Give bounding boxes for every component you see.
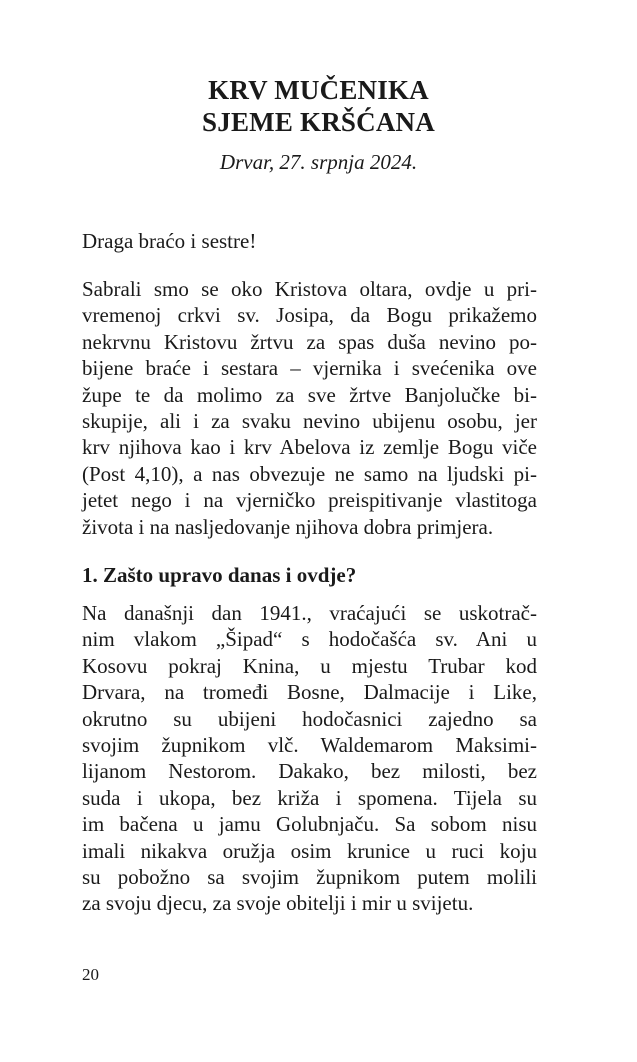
title-line-1: KRV MUČENIKA <box>208 75 429 105</box>
page-number: 20 <box>82 965 99 984</box>
text-line: Sabrali smo se oko Kristova oltara, ovdje u pri- <box>82 277 537 301</box>
text-line: (Post 4,10), a nas obvezuje ne samo na ljudski pi- <box>82 461 537 486</box>
page-title <box>0 74 637 138</box>
text-line: župe te da molimo za sve žrtve Banjolučke bi- <box>82 382 537 407</box>
text-line: okrutno su ubijeni hodočasnici zajedno sa <box>82 706 537 731</box>
section-heading: 1. Zašto upravo danas i ovdje? <box>82 563 357 587</box>
text-line: nekrvnu Kristovu žrtvu za spas duša nevino po- <box>82 329 537 354</box>
paragraph-intro <box>82 276 537 540</box>
text-line: bijene braće i sestara – vjernika i svećenika ove <box>82 356 537 381</box>
text-line: svojim župnikom vlč. Waldemarom Maksimi- <box>82 732 537 757</box>
text-line: za svoju djecu, za svoje obitelji i mir u svijetu. <box>82 891 474 916</box>
text-line: imali nikakva oružja osim krunice u ruci koju <box>82 838 537 863</box>
text-line: lijanom Nestorom. Dakako, bez milosti, bez <box>82 759 537 784</box>
text-line: Kosovu pokraj Knina, u mjestu Trubar kod <box>82 653 537 678</box>
text-line: jetet nego i na vjerničko preispitivanje vlastitoga <box>82 488 537 513</box>
text-line: krv njihova kao i krv Abelova iz zemlje Bogu viče <box>82 435 537 460</box>
text-line: vremenoj crkvi sv. Josipa, da Bogu prikažemo <box>82 303 537 328</box>
text-line: im bačena u jamu Golubnjaču. Sa sobom nisu <box>82 812 537 837</box>
text-line: nim vlakom „Šipad“ s hodočašća sv. Ani u <box>82 627 537 652</box>
text-line: skupije, ali i za svaku nevino ubijenu osobu, jer <box>82 408 537 433</box>
text-line: suda i ukopa, bez križa i spomena. Tijela su <box>82 785 537 810</box>
text-line: Na današnji dan 1941., vraćajući se uskotrač- <box>82 601 537 625</box>
paragraph-section-1 <box>82 600 537 917</box>
text-line: su pobožno sa svojim župnikom putem molili <box>82 864 537 889</box>
place-and-date: Drvar, 27. srpnja 2024. <box>219 150 418 174</box>
text-line: Drvara, na tromeđi Bosne, Dalmacije i Like, <box>82 680 537 705</box>
text-line: života i na nasljedovanje njihova dobra primjera. <box>82 514 494 539</box>
greeting: Draga braćo i sestre! <box>82 229 257 253</box>
title-line-2: SJEME KRŠĆANA <box>202 107 435 137</box>
